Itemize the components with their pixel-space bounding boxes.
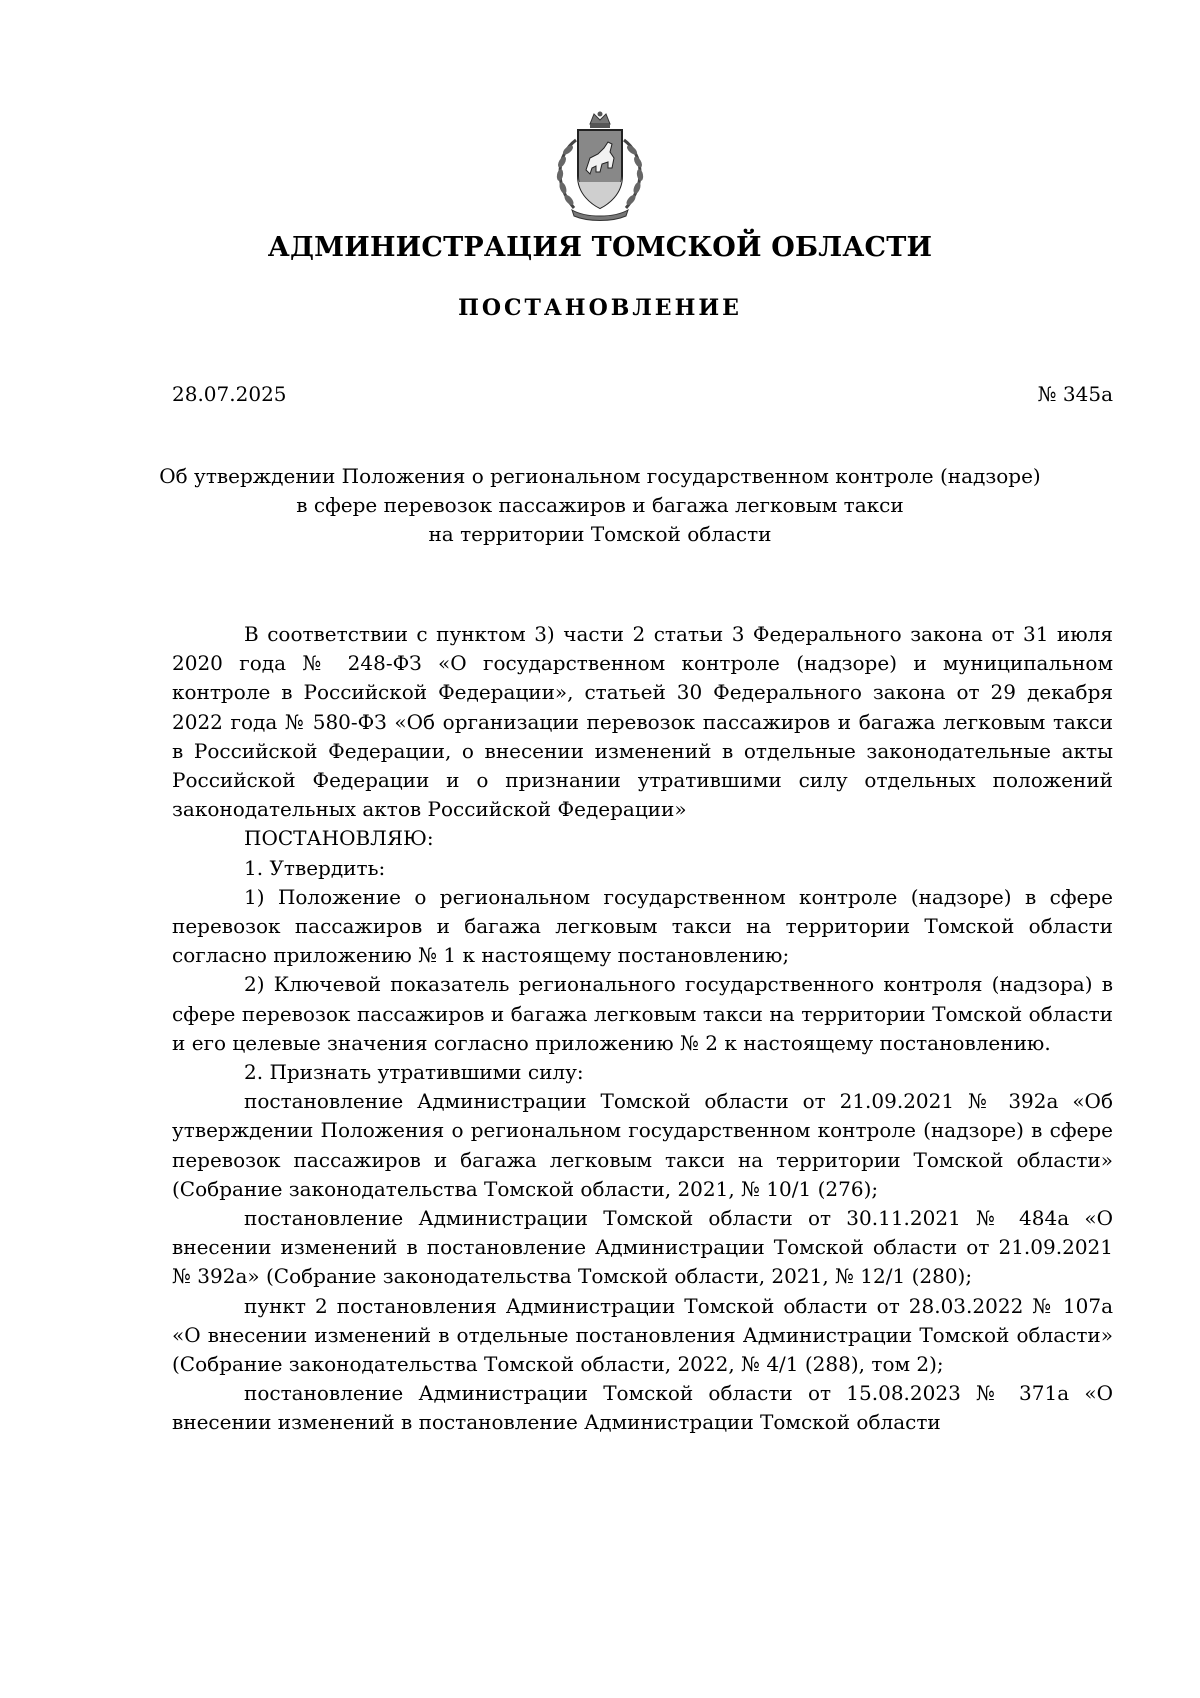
repealed-act: постановление Администрации Томской области от 30.11.2021 № 484а «О внесении изменений в постановление Администрации Томской области от 21.09.2021 № 392а» (Собрание законодательства Томской области, 2021, № 12/1 (280);	[172, 1206, 1113, 1289]
coat-of-arms-icon	[546, 110, 654, 222]
document-number: № 345а	[1037, 382, 1113, 406]
subject-line: на территории Томской области	[428, 522, 772, 546]
repealed-act: пункт 2 постановления Администрации Томской области от 28.03.2022 № 107а «О внесении изменений в отдельные постановления Администрации Томской области» (Собрание законодательства Томской области, 2022, № 4/1 (288), том 2);	[172, 1293, 1113, 1377]
clause-1: 1. Утвердить:	[244, 855, 386, 880]
clause-1-item-2: 2) Ключевой показатель регионального государственного контроля (надзора) в сфере перевозок пассажиров и багажа легковым такси на территории Томской области и его целевые значения согласно приложению № 2 к настоящему постановлению.	[172, 972, 1113, 1055]
repealed-act: постановление Администрации Томской области от 21.09.2021 № 392а «Об утверждении Положения о региональном государственном контроле (надзоре) в сфере перевозок пассажиров и багажа легковым такси на территории Томской области» (Собрание законодательства Томской области, 2021, № 10/1 (276);	[172, 1089, 1113, 1201]
preamble-paragraph: В соответствии с пунктом 3) части 2 статьи 3 Федерального закона от 31 июля 2020 года № 248-ФЗ «О государственном контроле (надзоре) и муниципальном контроле в Российской Федерации», статьей 30 Федерального закона от 29 декабря 2022 года № 580-ФЗ «Об организации перевозок пассажиров и багажа легковым такси в Российской Федерации, о внесении изменений в отдельные законодательные акты Российской Федерации и о признании утратившими силу отдельных положений законодательных актов Российской Федерации»	[172, 622, 1113, 822]
document-body	[172, 620, 1113, 1438]
clause-2: 2. Признать утратившими силу:	[244, 1060, 584, 1085]
document-subject	[150, 462, 1050, 549]
subject-line: Об утверждении Положения о региональном государственном контроле (надзоре)	[159, 464, 1041, 488]
document-date: 28.07.2025	[172, 382, 287, 406]
clause-1-item-1: 1) Положение о региональном государственном контроле (надзоре) в сфере перевозок пассажиров и багажа легковым такси на территории Томской области согласно приложению № 1 к настоящему постановлению;	[172, 884, 1113, 968]
organization-name: АДМИНИСТРАЦИЯ ТОМСКОЙ ОБЛАСТИ	[267, 232, 933, 263]
document-type: ПОСТАНОВЛЕНИЕ	[458, 295, 742, 321]
repealed-act: постановление Администрации Томской области от 15.08.2023 № 371а «О внесении изменений в постановление Администрации Томской области	[172, 1381, 1113, 1435]
subject-line: в сфере перевозок пассажиров и багажа легковым такси	[296, 493, 904, 517]
resolve-heading: ПОСТАНОВЛЯЮ:	[244, 826, 434, 851]
